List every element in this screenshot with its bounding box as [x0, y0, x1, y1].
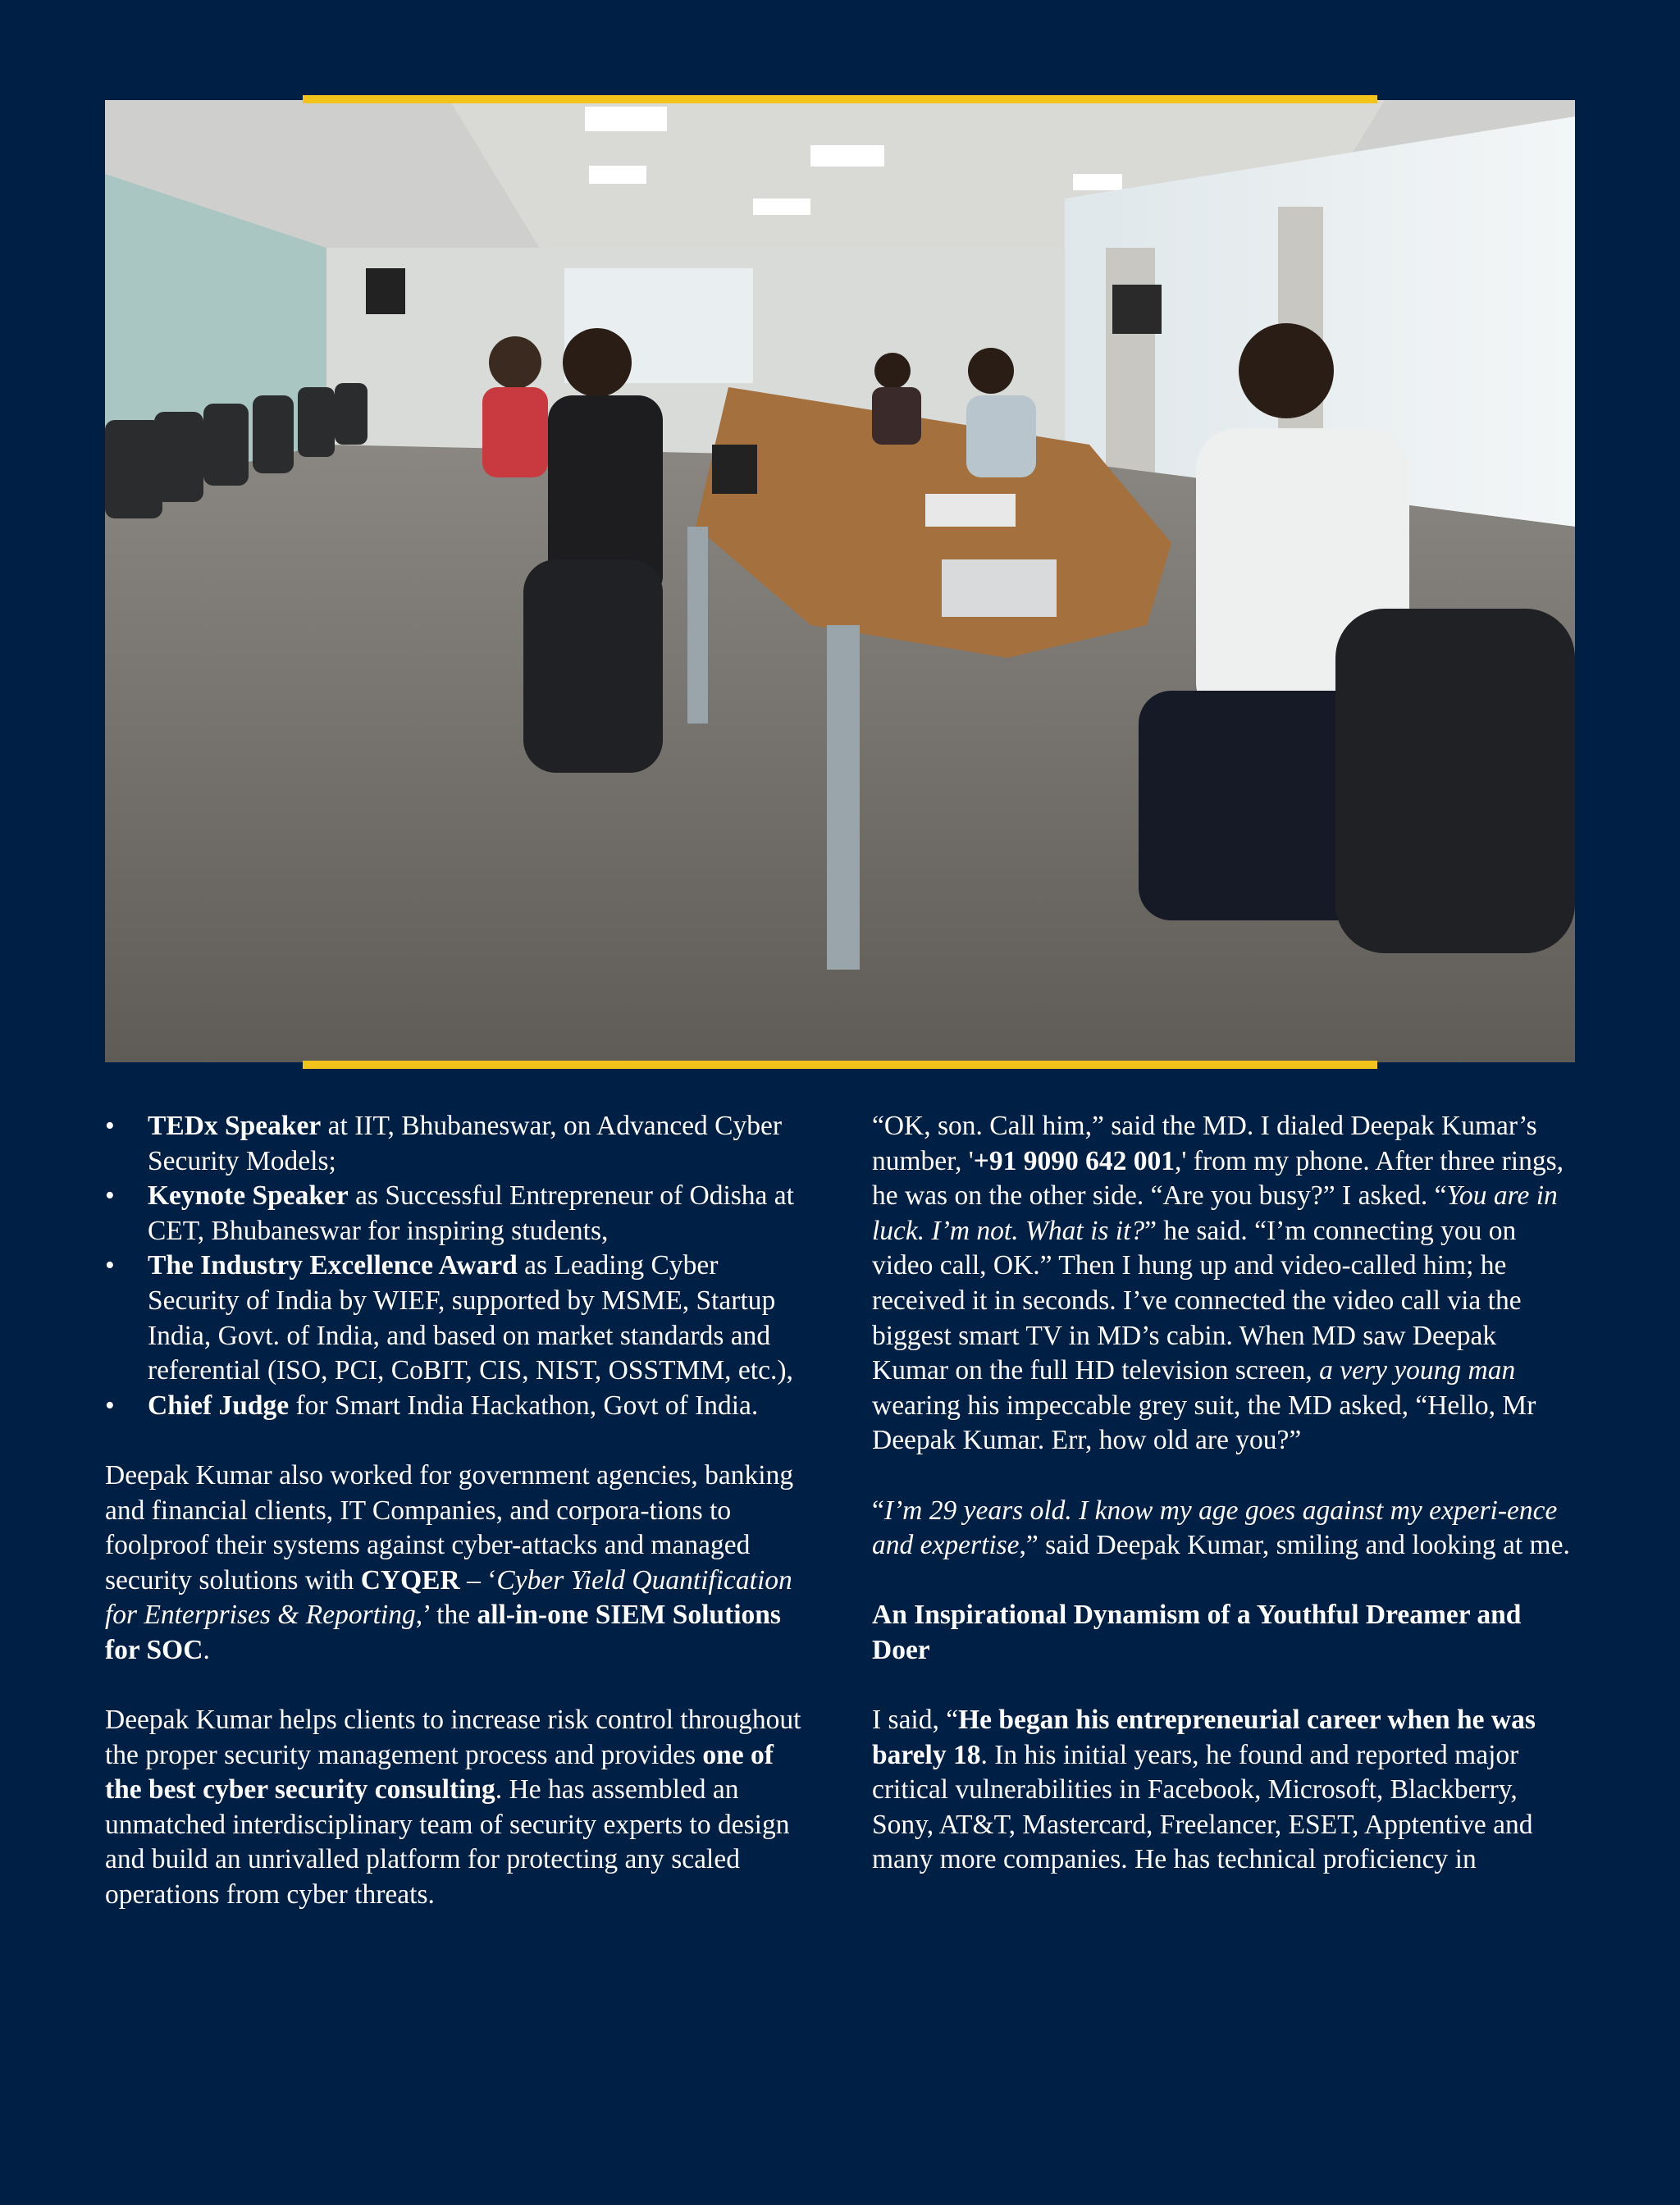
- text-run: . In his initial years, he found and reported major critical vulnerabilities in Facebook, Microsoft, Blackberry, Sony, AT&T, Mastercard, Freelancer, ESET, Apptentive and many more companies. He has technical proficiency in: [872, 1739, 1533, 1875]
- bullet-title: The Industry Excellence Award: [148, 1250, 518, 1281]
- bullet-icon: •: [105, 1390, 115, 1421]
- text-run-italic: a very young man: [1319, 1355, 1516, 1386]
- list-item: [105, 1389, 810, 1424]
- text-run-bold: all-in-one SIEM Solutions for SOC: [105, 1600, 781, 1665]
- text-run: ,' from my phone. After three rings, he was on the other side. “Are you busy?” I asked. “: [872, 1145, 1564, 1212]
- text-run: ,’ the: [415, 1600, 477, 1631]
- text-run: “OK, son. Call him,” said the MD. I dialed Deepak Kumar’s number, ': [872, 1111, 1537, 1176]
- bullet-title: Chief Judge: [148, 1390, 290, 1421]
- paragraph-age-quote: [872, 1494, 1577, 1564]
- left-column: [105, 1109, 810, 1913]
- text-run: Deepak Kumar helps clients to increase risk control throughout the proper security management process and provides: [105, 1705, 801, 1770]
- bullet-title: TEDx Speaker: [148, 1111, 322, 1141]
- text-run-bold: He began his entrepreneurial career when he was barely 18: [872, 1705, 1536, 1770]
- phone-number: +91 9090 642 001: [973, 1145, 1175, 1176]
- text-run: ” he said. “I’m connecting you on video call, OK.” Then I hung up and video-called him; he received it in seconds. I’ve connected the video call via the biggest smart TV in MD’s cabin. When MD saw Deepak Kumar on the full HD television screen,: [872, 1215, 1522, 1386]
- paragraph-phone-call: [872, 1109, 1577, 1459]
- paragraph-government-work: [105, 1459, 810, 1669]
- text-run-italic: I’m 29 years old. I know my age goes against my experi-ence and expertise: [872, 1495, 1558, 1561]
- list-item: [105, 1249, 810, 1388]
- gold-accent-bar-bottom: [303, 1061, 1377, 1069]
- text-run: . He has assembled an unmatched interdisciplinary team of security experts to design and build an unrivalled platform for protecting any scaled operations from cyber threats.: [105, 1774, 790, 1911]
- text-run: .: [203, 1634, 210, 1665]
- bullet-text: as Leading Cyber Security of India by WIEF, supported by MSME, Startup India, Govt. of India, and based on market standards and referential (ISO, PCI, CoBIT, CIS, NIST, OSSTMM, etc.),: [148, 1250, 793, 1386]
- list-item: [105, 1179, 810, 1249]
- bullet-icon: •: [105, 1180, 115, 1212]
- text-run-italic: You are in luck. I’m not. What is it?: [872, 1180, 1558, 1246]
- text-run: ,” said Deepak Kumar, smiling and looking at me.: [1019, 1530, 1570, 1561]
- bullet-icon: •: [105, 1250, 115, 1281]
- text-run: wearing his impeccable grey suit, the MD asked, “Hello, Mr Deepak Kumar. Err, how old are you?”: [872, 1390, 1536, 1456]
- bullet-title: Keynote Speaker: [148, 1180, 349, 1212]
- text-run: – ‘: [459, 1564, 497, 1596]
- list-item: [105, 1109, 810, 1179]
- text-run-italic: Cyber Yield Quantification for Enterprises & Reporting: [105, 1564, 792, 1631]
- section-heading: An Inspirational Dynamism of a Youthful Dreamer and Doer: [872, 1600, 1522, 1665]
- bullet-text: at IIT, Bhubaneswar, on Advanced Cyber Security Models;: [148, 1111, 783, 1176]
- text-run: Deepak Kumar also worked for government agencies, banking and financial clients, IT Companies, and corpora-tions to foolproof their systems against cyber-attacks and managed security solutions with: [105, 1459, 794, 1596]
- meeting-photo: [105, 100, 1575, 1062]
- paragraph-risk-control: [105, 1703, 810, 1913]
- text-run-bold: CYQER: [360, 1564, 460, 1596]
- achievements-list: [105, 1109, 810, 1423]
- meeting-photo-illustration: [105, 100, 1575, 1062]
- gold-accent-bar-top: [303, 95, 1377, 103]
- bullet-icon: •: [105, 1111, 115, 1141]
- text-run: I said, “: [872, 1705, 959, 1736]
- text-run-bold: one of the best cyber security consulting: [105, 1739, 774, 1806]
- right-column: [872, 1109, 1577, 1878]
- paragraph-career: [872, 1703, 1577, 1878]
- text-run: “: [872, 1495, 884, 1526]
- bullet-text: as Successful Entrepreneur of Odisha at CET, Bhubaneswar for inspiring students,: [148, 1180, 794, 1246]
- bullet-text: for Smart India Hackathon, Govt of India.: [289, 1390, 759, 1421]
